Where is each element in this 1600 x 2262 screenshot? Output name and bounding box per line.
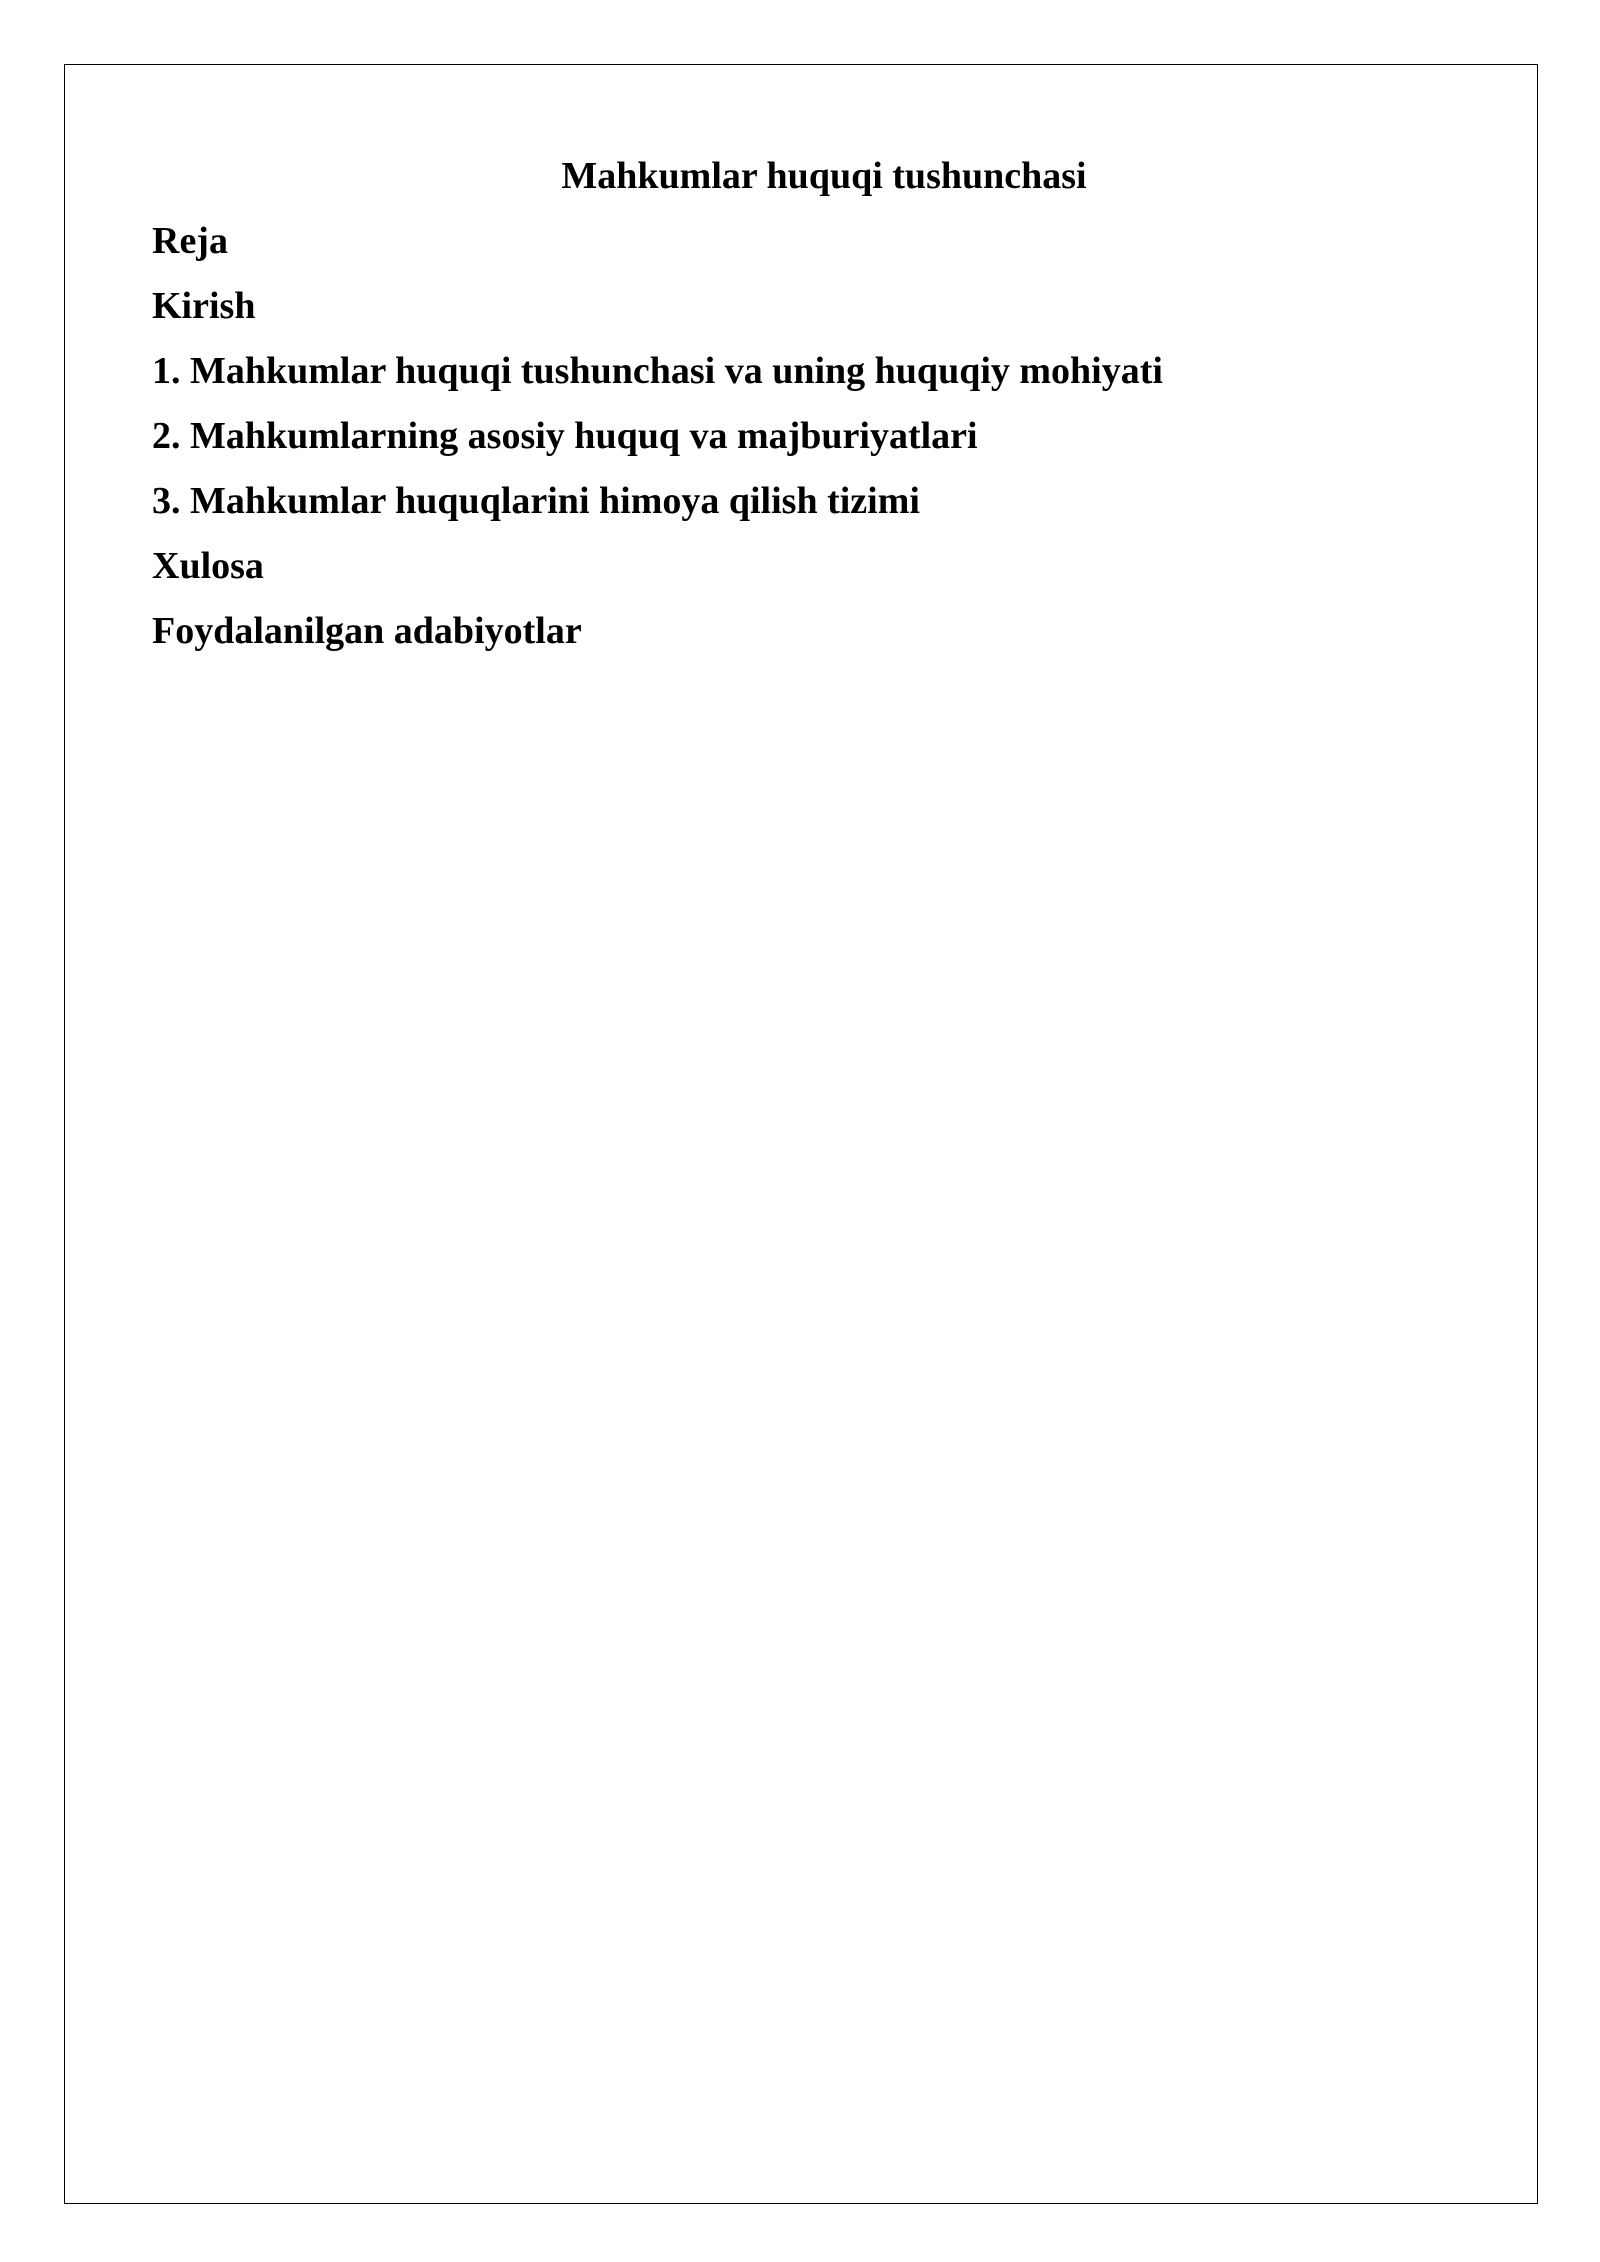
plan-item-1: 1. Mahkumlar huquqi tushunchasi va uning huquqiy mohiyati [152,350,1163,392]
plan-item-references: Foydalanilgan adabiyotlar [152,610,582,652]
plan-heading: Reja [152,220,228,262]
plan-item-conclusion: Xulosa [152,545,264,587]
plan-list [152,215,1163,670]
plan-item-2: 2. Mahkumlarning asosiy huquq va majburiyatlari [152,415,978,457]
document-title: Mahkumlar huquqi tushunchasi [561,155,1087,197]
plan-item-introduction: Kirish [152,285,256,327]
plan-item-3: 3. Mahkumlar huquqlarini himoya qilish tizimi [152,480,920,522]
